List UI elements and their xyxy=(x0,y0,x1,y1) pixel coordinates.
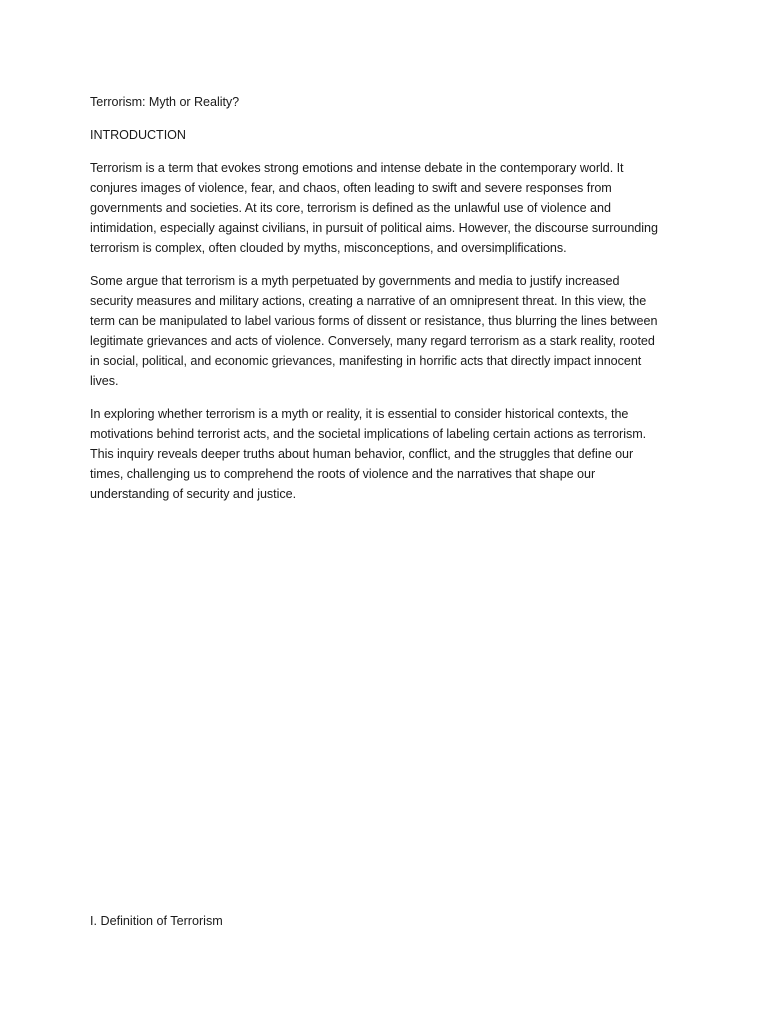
paragraph-line: terrorism is complex, often clouded by myths, misconceptions, and oversimplifications. xyxy=(90,241,567,255)
paragraph-line: In exploring whether terrorism is a myth or reality, it is essential to consider historical contexts, the xyxy=(90,407,629,421)
document-body xyxy=(90,92,680,517)
paragraph-2 xyxy=(90,271,680,391)
paragraph-line: security measures and military actions, creating a narrative of an omnipresent threat. In this view, the xyxy=(90,294,647,308)
document-title: Terrorism: Myth or Reality? xyxy=(90,95,240,109)
paragraph-line: motivations behind terrorist acts, and the societal implications of labeling certain actions as terrorism. xyxy=(90,427,647,441)
paragraph-line: conjures images of violence, fear, and chaos, often leading to swift and severe responses from xyxy=(90,181,612,195)
paragraph-line: This inquiry reveals deeper truths about human behavior, conflict, and the struggles that define our xyxy=(90,447,634,461)
paragraph-line: term can be manipulated to label various forms of dissent or resistance, thus blurring the lines between xyxy=(90,314,658,328)
paragraph-line: Terrorism is a term that evokes strong emotions and intense debate in the contemporary world. It xyxy=(90,161,624,175)
paragraph-line: legitimate grievances and acts of violence. Conversely, many regard terrorism as a stark reality, rooted xyxy=(90,334,655,348)
paragraph-3 xyxy=(90,404,680,504)
paragraph-line: in social, political, and economic grievances, manifesting in horrific acts that directly impact innocent xyxy=(90,354,642,368)
paragraph-line: lives. xyxy=(90,374,119,388)
paragraph-line: governments and societies. At its core, terrorism is defined as the unlawful use of violence and xyxy=(90,201,611,215)
paragraph-line: intimidation, especially against civilians, in pursuit of political aims. However, the discourse surrounding xyxy=(90,221,658,235)
section-heading-definition: I. Definition of Terrorism xyxy=(90,914,223,928)
paragraph-1 xyxy=(90,158,680,258)
paragraph-line: understanding of security and justice. xyxy=(90,487,297,501)
paragraph-line: times, challenging us to comprehend the roots of violence and the narratives that shape our xyxy=(90,467,596,481)
intro-heading: INTRODUCTION xyxy=(90,128,186,142)
paragraph-line: Some argue that terrorism is a myth perpetuated by governments and media to justify increased xyxy=(90,274,620,288)
